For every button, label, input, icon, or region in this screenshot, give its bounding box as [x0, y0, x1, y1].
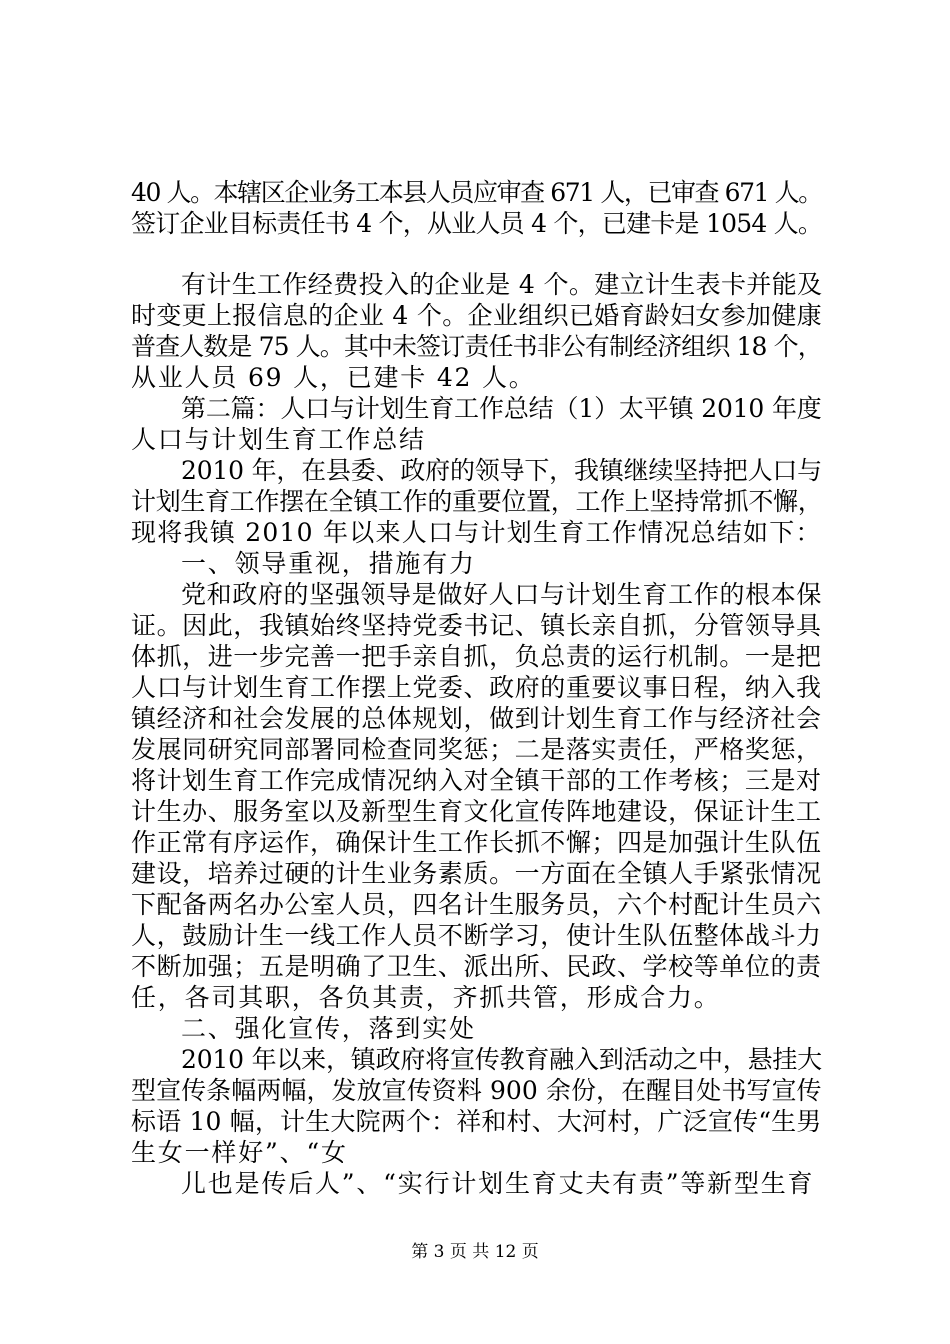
text-line: 时变更上报信息的企业 4 个。企业组织已婚育龄妇女参加健康	[131, 301, 823, 330]
text-line: 型宣传条幅两幅，发放宣传资料 900 余份，在醒目处书写宣传	[131, 1076, 822, 1105]
section-heading: 一、领导重视，措施有力	[181, 549, 476, 578]
text-line: 证。因此，我镇始终坚持党委书记、镇长亲自抓，分管领导具	[131, 611, 822, 640]
text-line: 下配备两名办公室人员，四名计生服务员，六个村配计生员六	[131, 890, 822, 919]
text-line: 党和政府的坚强领导是做好人口与计划生育工作的根本保	[181, 580, 823, 609]
text-line: 普查人数是 75 人。其中未签订责任书非公有制经济组织 18 个，	[131, 332, 822, 361]
text-line: 生女一样好”、“女	[131, 1138, 348, 1167]
text-line: 作正常有序运作，确保计生工作长抓不懈；四是加强计生队伍	[131, 828, 822, 857]
page-footer: 第 3 页 共 12 页	[411, 1242, 539, 1262]
text-line: 40 人。本辖区企业务工本县人员应审查 671 人，已审查 671 人。	[131, 178, 822, 207]
text-line: 不断加强；五是明确了卫生、派出所、民政、学校等单位的责	[131, 952, 822, 981]
text-line: 从业人员 69 人，已建卡 42 人。	[131, 363, 536, 392]
text-line: 任，各司其职，各负其责，齐抓共管，形成合力。	[131, 983, 721, 1012]
section-title: 第二篇：人口与计划生育工作总结（1）太平镇 2010 年度	[181, 394, 822, 423]
section-heading: 二、强化宣传，落到实处	[181, 1014, 476, 1043]
text-line: 发展同研究同部署同检查同奖惩；二是落实责任，严格奖惩，	[131, 735, 822, 764]
text-line: 现将我镇 2010 年以来人口与计划生育工作情况总结如下：	[131, 518, 822, 547]
text-line: 建设，培养过硬的计生业务素质。一方面在全镇人手紧张情况	[131, 859, 822, 888]
text-line: 计生办、服务室以及新型生育文化宣传阵地建设，保证计生工	[131, 797, 822, 826]
section-title: 人口与计划生育工作总结	[131, 425, 426, 454]
text-line: 人口与计划生育工作摆上党委、政府的重要议事日程，纳入我	[131, 673, 822, 702]
text-line: 2010 年以来，镇政府将宣传教育融入到活动之中，悬挂大	[181, 1045, 822, 1074]
text-line: 镇经济和社会发展的总体规划，做到计划生育工作与经济社会	[131, 704, 822, 733]
text-line: 计划生育工作摆在全镇工作的重要位置，工作上坚持常抓不懈，	[131, 487, 823, 516]
text-line: 将计划生育工作完成情况纳入对全镇干部的工作考核；三是对	[131, 766, 822, 795]
text-line: 儿也是传后人”、“实行计划生育丈夫有责”等新型生育	[181, 1169, 815, 1198]
text-line: 签订企业目标责任书 4 个，从业人员 4 个，已建卡是 1054 人。	[131, 209, 823, 238]
text-line: 2010 年，在县委、政府的领导下，我镇继续坚持把人口与	[181, 456, 822, 485]
text-line: 体抓，进一步完善一把手亲自抓，负总责的运行机制。一是把	[131, 642, 822, 671]
text-line: 有计生工作经费投入的企业是 4 个。建立计生表卡并能及	[181, 270, 823, 299]
text-line: 人，鼓励计生一线工作人员不断学习，使计生队伍整体战斗力	[131, 921, 822, 950]
text-line: 标语 10 幅，计生大院两个：祥和村、大河村，广泛宣传“生男	[131, 1107, 822, 1136]
